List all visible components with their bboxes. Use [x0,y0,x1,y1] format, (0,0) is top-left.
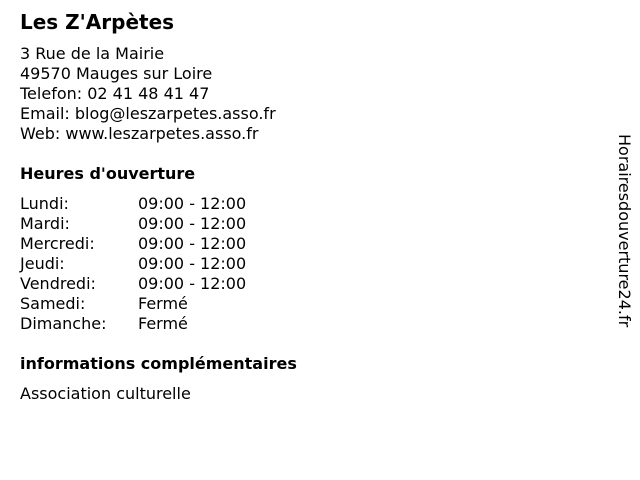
email-line: Email: blog@leszarpetes.asso.fr [20,104,276,123]
additional-info-title: informations complémentaires [20,354,297,373]
business-name: Les Z'Arpètes [20,10,175,34]
address-city: 49570 Mauges sur Loire [20,64,213,83]
opening-hours-table [20,194,320,334]
day-hours: 09:00 - 12:00 [138,194,247,213]
hours-row-samedi [20,294,320,314]
day-label: Vendredi: [20,274,96,293]
site-watermark: Horairesdouverture24.fr [615,134,634,328]
hours-row-dimanche [20,314,320,334]
contact-block [20,44,276,144]
day-hours: 09:00 - 12:00 [138,254,247,273]
day-hours: 09:00 - 12:00 [138,234,247,253]
opening-hours-title: Heures d'ouverture [20,164,196,183]
day-label: Jeudi: [20,254,65,273]
day-hours: 09:00 - 12:00 [138,274,247,293]
day-hours: Fermé [138,294,188,313]
hours-row-mardi [20,214,320,234]
day-hours: Fermé [138,314,188,333]
day-label: Lundi: [20,194,69,213]
web-line: Web: www.leszarpetes.asso.fr [20,124,259,143]
day-label: Samedi: [20,294,86,313]
hours-row-mercredi [20,234,320,254]
hours-row-jeudi [20,254,320,274]
hours-row-vendredi [20,274,320,294]
day-hours: 09:00 - 12:00 [138,214,247,233]
day-label: Mercredi: [20,234,95,253]
phone-line: Telefon: 02 41 48 41 47 [20,84,210,103]
hours-row-lundi [20,194,320,214]
day-label: Dimanche: [20,314,107,333]
address-street: 3 Rue de la Mairie [20,44,165,63]
day-label: Mardi: [20,214,70,233]
additional-info-text: Association culturelle [20,384,191,403]
